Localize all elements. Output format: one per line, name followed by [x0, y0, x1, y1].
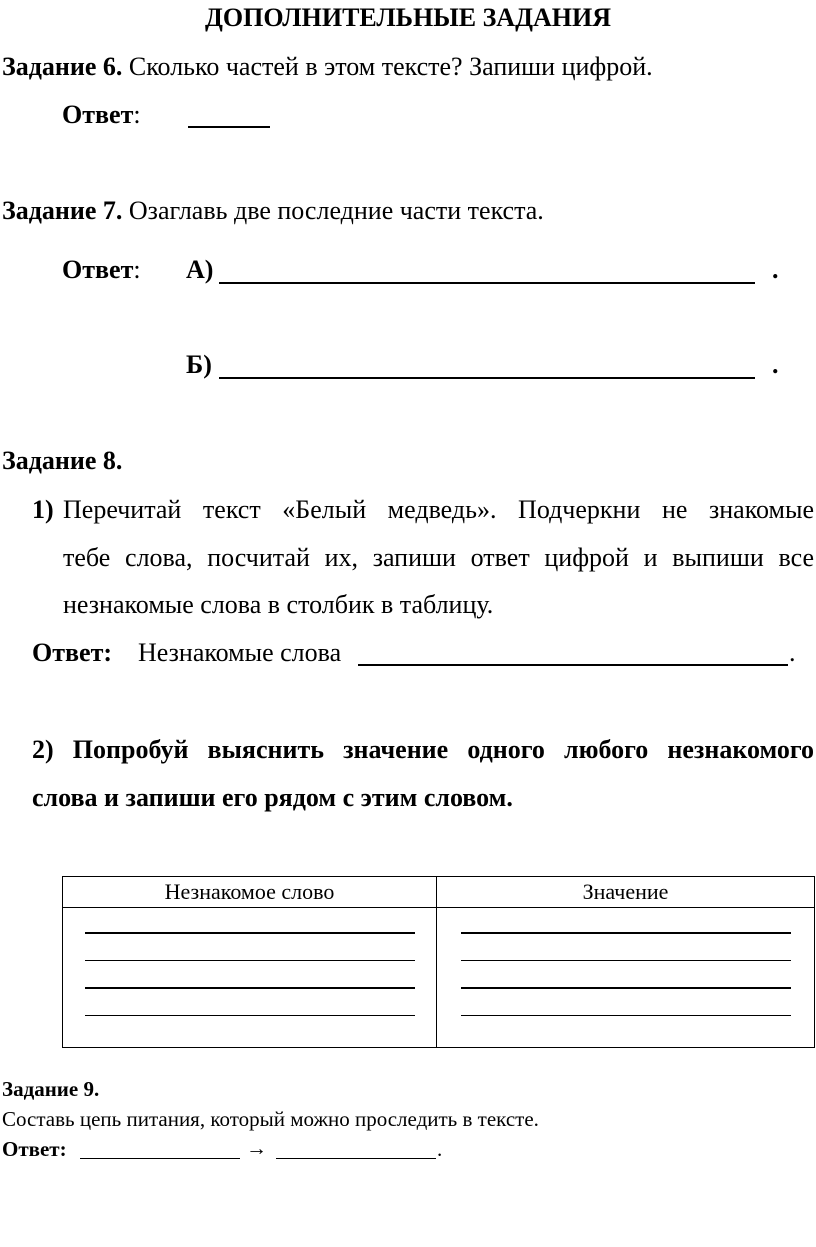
- task7-item-b-label: Б): [186, 350, 212, 379]
- task8-part1-number: 1): [32, 495, 54, 524]
- table-header-row: [63, 877, 815, 908]
- task9-arrow: →: [246, 1136, 267, 1160]
- meaning-line[interactable]: [461, 960, 791, 962]
- table-row: [63, 908, 815, 1048]
- task9-blank-1[interactable]: [80, 1158, 240, 1159]
- task7-item-a-blank[interactable]: [219, 282, 755, 284]
- word-line[interactable]: [85, 1015, 415, 1017]
- task8-part1-line2: тебе слова, посчитай их, запиши ответ цифрой и выпиши все: [63, 543, 814, 572]
- task6-prompt: [2, 52, 653, 82]
- task9-answer-label: Ответ:: [2, 1137, 67, 1161]
- task7-answer-colon: :: [133, 255, 141, 284]
- word-line[interactable]: [85, 960, 415, 962]
- task8-part2-line2: слова и запиши его рядом с этим словом.: [32, 783, 513, 812]
- task7-text: Озаглавь две последние части текста.: [128, 196, 544, 225]
- table-cell-meanings[interactable]: [437, 908, 815, 1048]
- task8-answer-blank[interactable]: [358, 664, 788, 666]
- task6-answer-blank[interactable]: [188, 126, 270, 128]
- task6-text: Сколько частей в этом тексте? Запиши цифрой.: [128, 52, 653, 81]
- task8-answer-label: Ответ:: [32, 638, 113, 667]
- task6-answer-label: Ответ: [62, 100, 134, 129]
- task9-period: .: [437, 1137, 443, 1161]
- task8-part1-line1: Перечитай текст «Белый медведь». Подчеркни не знакомые: [63, 495, 814, 524]
- table-cell-words[interactable]: [63, 908, 437, 1048]
- word-line[interactable]: [85, 932, 415, 934]
- task8-answer-text: Незнакомые слова: [138, 638, 342, 667]
- task7-answer: [62, 255, 141, 285]
- meaning-line[interactable]: [461, 932, 791, 934]
- task9-blank-2[interactable]: [276, 1158, 436, 1159]
- task7-answer-label: Ответ: [62, 255, 134, 284]
- task6-answer-colon: :: [133, 100, 141, 129]
- task8-label: Задание 8.: [2, 446, 123, 475]
- task6-label: Задание 6.: [2, 52, 123, 81]
- task8-part1-line3: незнакомые слова в столбик в таблицу.: [63, 590, 494, 619]
- task8-answer-period: .: [789, 638, 796, 667]
- meaning-line[interactable]: [461, 1015, 791, 1017]
- task6-answer: [62, 100, 141, 130]
- task7-item-b-period: .: [772, 350, 779, 379]
- task9-text: Составь цепь питания, который можно проследить в тексте.: [2, 1107, 539, 1131]
- task7-prompt: [2, 196, 544, 226]
- word-line[interactable]: [85, 987, 415, 989]
- task7-item-a-period: .: [772, 255, 779, 284]
- task7-label: Задание 7.: [2, 196, 123, 225]
- task7-item-b-blank[interactable]: [219, 377, 755, 379]
- page-title: ДОПОЛНИТЕЛЬНЫЕ ЗАДАНИЯ: [205, 3, 611, 32]
- meaning-line[interactable]: [461, 987, 791, 989]
- table-header-word: Незнакомое слово: [63, 877, 437, 908]
- task9-label: Задание 9.: [2, 1077, 100, 1101]
- unknown-words-table: [62, 876, 815, 1048]
- task7-item-a-label: А): [186, 255, 214, 284]
- table-header-meaning: Значение: [437, 877, 815, 908]
- task8-part2-line1: 2) Попробуй выяснить значение одного любого незнакомого: [32, 735, 814, 764]
